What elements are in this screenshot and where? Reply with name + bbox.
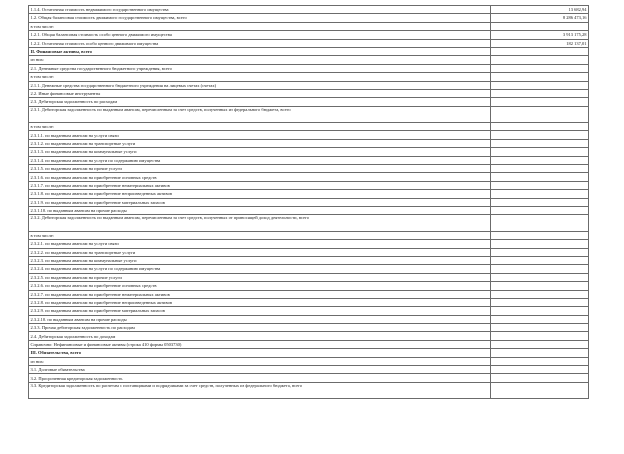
row-label: 2.3.1.10. по выданным авансам на прочие расходы (29, 206, 491, 214)
row-label: 2.3.1.1. по выданным авансам на услуги связи (29, 131, 491, 139)
table-row (29, 248, 589, 256)
row-label: 2.1.1. Денежные средства государственного бюджетного учреждения на лицевых счетах (счетах) (29, 81, 491, 89)
row-value (491, 290, 589, 298)
row-value (491, 56, 589, 64)
row-value (491, 198, 589, 206)
row-value (491, 256, 589, 264)
table-row (29, 298, 589, 306)
row-value (491, 273, 589, 281)
table-row (29, 156, 589, 164)
row-label: в том числе: (29, 22, 491, 30)
row-value (491, 382, 589, 398)
row-value (491, 265, 589, 273)
row-value (491, 206, 589, 214)
row-value: 3 913 175,28 (491, 31, 589, 39)
table-row (29, 315, 589, 323)
row-value (491, 231, 589, 239)
table-row (29, 139, 589, 147)
row-label: 2.3. Дебиторская задолженность по расходам (29, 98, 491, 106)
row-value (491, 190, 589, 198)
row-value (491, 123, 589, 131)
row-label: 2.3.1.8. по выданным авансам на приобретение непроизведенных активов (29, 190, 491, 198)
row-value (491, 89, 589, 97)
row-value (491, 181, 589, 189)
table-row (29, 282, 589, 290)
row-value (491, 64, 589, 72)
table-row (29, 340, 589, 348)
table-row (29, 332, 589, 340)
row-label: 3.1. Долговые обязательства (29, 366, 491, 374)
table-row (29, 123, 589, 131)
row-value (491, 139, 589, 147)
row-label: 2.3.2.2. по выданным авансам на транспортные услуги (29, 248, 491, 256)
row-value: 182 137,01 (491, 39, 589, 47)
table-row (29, 14, 589, 22)
row-value (491, 374, 589, 382)
row-label: в том числе: (29, 231, 491, 239)
table-row (29, 240, 589, 248)
table-row (29, 324, 589, 332)
row-value (491, 215, 589, 231)
row-label: 2.3.2.1. по выданным авансам на услуги связи (29, 240, 491, 248)
row-label: 2.3.3. Прочая дебиторская задолженность по расходам (29, 324, 491, 332)
table-row (29, 215, 589, 231)
row-label: 2.3.2.5. по выданным авансам на прочие услуги (29, 273, 491, 281)
table-row (29, 106, 589, 122)
row-value: 13 682,94 (491, 6, 589, 14)
table-row (29, 98, 589, 106)
row-label: 2.3.2. Дебиторская задолженность по выданным авансам, перечисленным за счет средств, полученных от приносящей доход деятельности, всего (29, 215, 491, 231)
row-label: из них: (29, 56, 491, 64)
row-label: 1.2. Общая балансовая стоимость движимого государственного имущества, всего (29, 14, 491, 22)
row-value (491, 165, 589, 173)
row-value (491, 307, 589, 315)
row-label: 2.3.1.5. по выданным авансам на прочие услуги (29, 165, 491, 173)
row-value (491, 357, 589, 365)
table-row (29, 81, 589, 89)
row-value (491, 148, 589, 156)
table-row (29, 131, 589, 139)
table-row (29, 31, 589, 39)
row-label: 2.3.1.7. по выданным авансам на приобретение нематериальных активов (29, 181, 491, 189)
row-label: 2.3.1.9. по выданным авансам на приобретение материальных запасов (29, 198, 491, 206)
row-label: Справочно: Нефинансовые и финансовые активы (строка 410 формы 0503730) (29, 340, 491, 348)
row-label: 2.3.1.4. по выданным авансам на услуги по содержанию имущества (29, 156, 491, 164)
row-value (491, 332, 589, 340)
row-label: 2.1. Денежные средства государственного бюджетного учреждения, всего (29, 64, 491, 72)
row-label: 2.4. Дебиторская задолженность по доходам (29, 332, 491, 340)
row-label: 3.3. Кредиторская задолженность по расчетам с поставщиками и подрядчиками за счет средств, полученных из федерального бюджета, всего (29, 382, 491, 398)
table-row (29, 382, 589, 398)
row-label: в том числе: (29, 123, 491, 131)
table-row (29, 190, 589, 198)
row-value (491, 131, 589, 139)
row-label: в том числе: (29, 73, 491, 81)
table-row (29, 89, 589, 97)
table-row (29, 265, 589, 273)
row-label: III. Обязательства, всего (29, 349, 491, 357)
row-label: II. Финансовые активы, всего (29, 47, 491, 55)
row-value (491, 340, 589, 348)
row-value (491, 282, 589, 290)
row-label: 1.2.2. Остаточная стоимость особо ценного движимого имущества (29, 39, 491, 47)
row-value (491, 240, 589, 248)
row-label: 2.3.2.8. по выданным авансам на приобретение непроизведенных активов (29, 298, 491, 306)
row-value (491, 22, 589, 30)
row-label: 2.3.1.6. по выданным авансам на приобретение основных средств (29, 173, 491, 181)
row-label: 2.3.2.3. по выданным авансам на коммунальные услуги (29, 256, 491, 264)
row-value (491, 248, 589, 256)
row-value (491, 156, 589, 164)
row-value: 8 286 473,16 (491, 14, 589, 22)
table-row (29, 64, 589, 72)
row-label: 2.3.1.2. по выданным авансам на транспортные услуги (29, 139, 491, 147)
row-label: 2.3.2.7. по выданным авансам на приобретение нематериальных активов (29, 290, 491, 298)
row-value (491, 349, 589, 357)
table-row (29, 165, 589, 173)
row-value (491, 47, 589, 55)
table-row (29, 357, 589, 365)
row-value (491, 81, 589, 89)
row-label: 2.2. Иные финансовые инструменты (29, 89, 491, 97)
row-value (491, 298, 589, 306)
table-row (29, 206, 589, 214)
balance-table (28, 5, 589, 399)
table-row (29, 47, 589, 55)
table-row (29, 349, 589, 357)
table-row (29, 173, 589, 181)
row-value (491, 98, 589, 106)
table-row (29, 198, 589, 206)
table-row (29, 73, 589, 81)
table-row (29, 366, 589, 374)
table-row (29, 231, 589, 239)
row-value (491, 73, 589, 81)
row-value (491, 324, 589, 332)
table-row (29, 148, 589, 156)
balance-table-body (29, 6, 589, 399)
row-value (491, 315, 589, 323)
row-label: 1.1.4. Остаточная стоимость недвижимого государственного имущества (29, 6, 491, 14)
row-label: 2.3.1.3. по выданным авансам на коммунальные услуги (29, 148, 491, 156)
row-label: 2.3.2.10. по выданным авансам на прочие расходы (29, 315, 491, 323)
row-value (491, 173, 589, 181)
table-row (29, 181, 589, 189)
row-label: 1.2.1. Общая балансовая стоимость особо ценного движимого имущества (29, 31, 491, 39)
table-row (29, 290, 589, 298)
table-row (29, 374, 589, 382)
table-row (29, 56, 589, 64)
table-row (29, 273, 589, 281)
row-value (491, 366, 589, 374)
table-row (29, 6, 589, 14)
row-label: 2.3.2.4. по выданным авансам на услуги по содержанию имущества (29, 265, 491, 273)
row-label: 2.3.2.9. по выданным авансам на приобретение материальных запасов (29, 307, 491, 315)
table-row (29, 39, 589, 47)
row-label: 2.3.1. Дебиторская задолженность по выданным авансам, перечисленным за счет средств, полученных из федерального бюджета, всего (29, 106, 491, 122)
row-label: 2.3.2.6. по выданным авансам на приобретение основных средств (29, 282, 491, 290)
table-row (29, 256, 589, 264)
row-value (491, 106, 589, 122)
row-label: 3.2. Просроченная кредиторская задолженность (29, 374, 491, 382)
table-row (29, 307, 589, 315)
table-row (29, 22, 589, 30)
row-label: из них: (29, 357, 491, 365)
